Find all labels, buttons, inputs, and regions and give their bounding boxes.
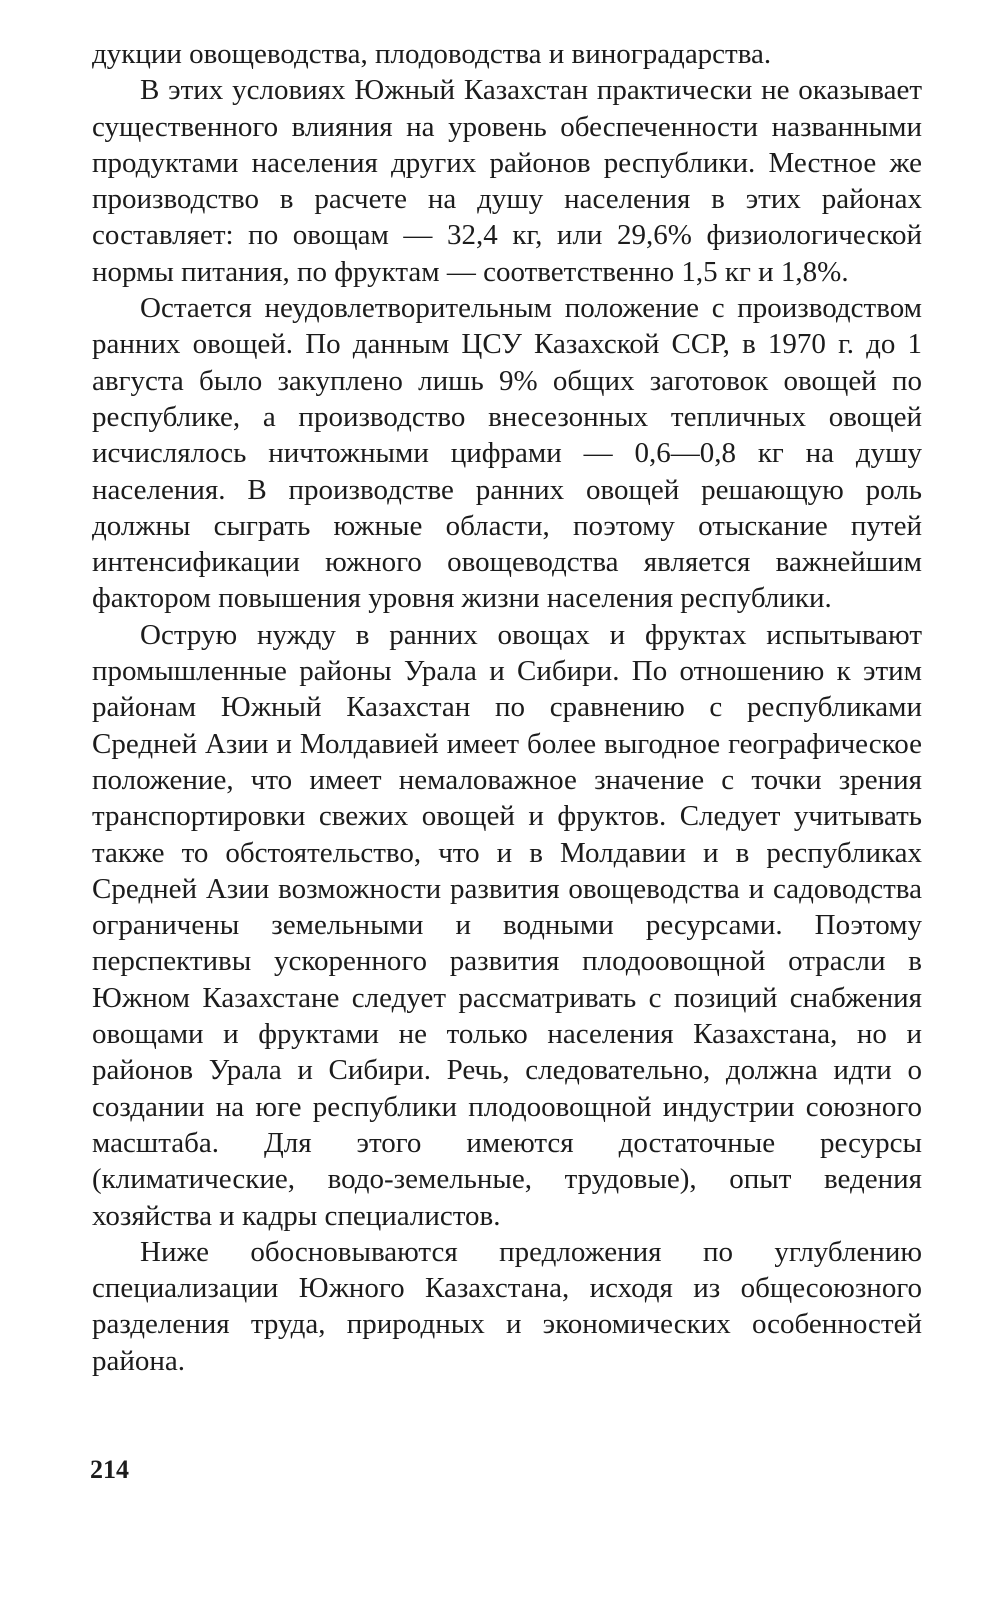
paragraph: Острую нужду в ранних овощах и фруктах испытывают промышленные районы Урала и Сибири. По отношению к этим районам Южный Казахстан по сравнению с республиками Средней Азии и Молдавией имеет более выгодное географическое положение, что имеет немаловажное значение с точки зрения транспортировки свежих овощей и фруктов. Следует учитывать также то обстоятельство, что и в Молдавии и в республиках Средней Азии возможности развития овощеводства и садоводства ограничены земельными и водными ресурсами. Поэтому перспективы ускоренного развития плодоовощной отрасли в Южном Казахстане следует рассматривать с позиций снабжения овощами и фруктами не только населения Казахстана, но и районов Урала и Сибири. Речь, следовательно, должна идти о создании на юге республики плодоовощной индустрии союзного масштаба. Для этого имеются достаточные ресурсы (климатические, водо-земельные, трудовые), опыт ведения хозяйства и кадры специалистов. [92, 618, 922, 1232]
paragraph: Ниже обосновываются предложения по углублению специализации Южного Казахстана, исходя из общесоюзного разделения труда, природных и экономических особенностей района. [92, 1235, 922, 1377]
paragraph: В этих условиях Южный Казахстан практически не оказывает существенного влияния на уровень обеспеченности названными продуктами населения других районов республики. Местное же производство в расчете на душу населения в этих районах составляет: по овощам — 32,4 кг, или 29,6% физиологической нормы питания, по фруктам — соответственно 1,5 кг и 1,8%. [92, 74, 922, 288]
page-text [92, 36, 922, 1379]
paragraph: Остается неудовлетворительным положение с производством ранних овощей. По данным ЦСУ Казахской ССР, в 1970 г. до 1 августа было закуплено лишь 9% общих заготовок овощей по республике, а производство внесезонных тепличных овощей исчислялось ничтожными цифрами — 0,6—0,8 кг на душу населения. В производстве ранних овощей решающую роль должны сыграть южные области, поэтому отыскание путей интенсификации южного овощеводства является важнейшим фактором повышения уровня жизни населения республики. [92, 292, 922, 615]
page-number: 214 [90, 1455, 129, 1484]
paragraph-continuation: дукции овощеводства, плодоводства и виноградарства. [92, 38, 772, 70]
